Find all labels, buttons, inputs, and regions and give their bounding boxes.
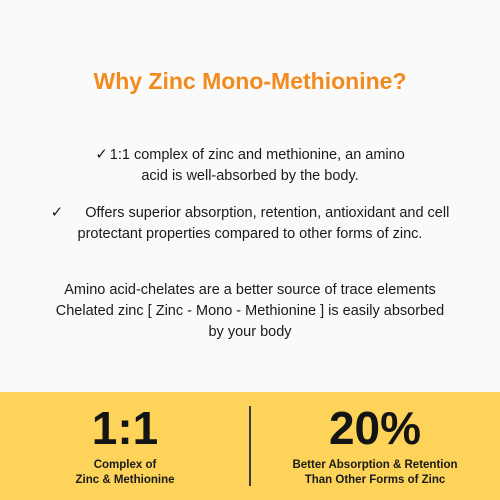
stat-value: 20%	[328, 402, 422, 454]
bullet-point-1	[0, 144, 500, 187]
paragraph-line: Amino acid-chelates are a better source of trace elements	[64, 282, 436, 298]
check-icon: ✓	[95, 146, 108, 163]
bullet-point-2	[0, 202, 500, 245]
paragraph-line: by your body	[208, 324, 292, 340]
bullet-line: protectant properties compared to other forms of zinc.	[77, 226, 423, 242]
stat-caption: Better Absorption & Retention Than Other Forms of Zinc	[292, 459, 458, 486]
stat-value: 1:1	[91, 402, 159, 454]
stat-caption: Complex of Zinc & Methionine	[75, 459, 175, 486]
paragraph-line: Chelated zinc [ Zinc - Mono - Methionine ] is easily absorbed	[55, 303, 445, 319]
bullet-line: ✓ 1:1 complex of zinc and methionine, an amino	[95, 146, 405, 163]
stat-complex-ratio	[0, 392, 250, 500]
page-title: Why Zinc Mono-Methionine?	[93, 68, 407, 94]
bullet-line: acid is well-absorbed by the body.	[141, 168, 359, 184]
stats-band	[0, 392, 500, 500]
check-icon: ✓	[50, 204, 64, 221]
chelate-paragraph	[0, 280, 500, 343]
bullet-line: ✓ Offers superior absorption, retention, antioxidant and cell	[50, 204, 450, 221]
stat-absorption	[250, 392, 500, 500]
